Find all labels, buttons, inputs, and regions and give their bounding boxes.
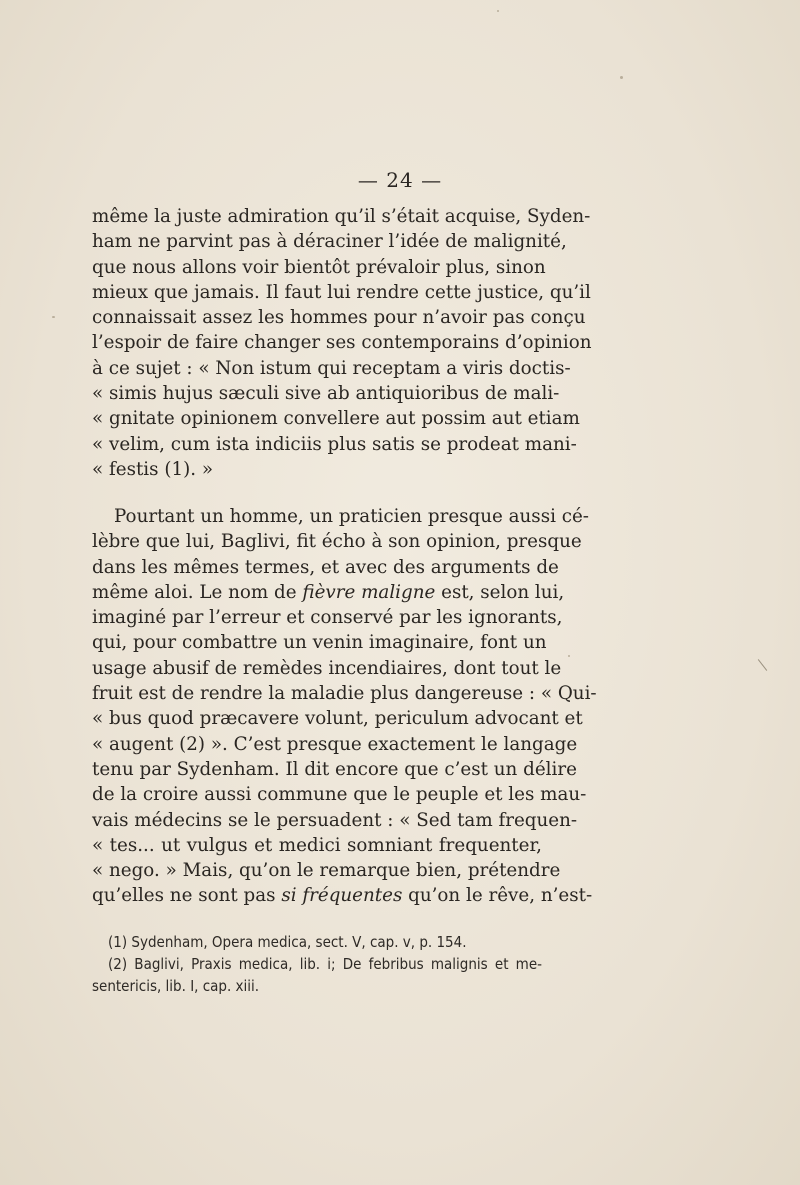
paragraph-2 bbox=[92, 504, 597, 909]
text-line: « festis (1). » bbox=[92, 458, 214, 480]
footnote-2-continuation: sentericis, lib. I, cap. xiii. bbox=[92, 977, 260, 995]
text-segment: qu’on le rêve, n’est- bbox=[402, 885, 593, 907]
text-line: « gnitate opinionem convellere aut possim aut etiam bbox=[92, 408, 580, 430]
text-line: « simis hujus sæculi sive ab antiquioribus de mali- bbox=[92, 383, 560, 405]
paper-speck bbox=[620, 76, 623, 79]
text-line: mieux que jamais. Il faut lui rendre cette justice, qu’il bbox=[92, 281, 591, 303]
text-line: l’espoir de faire changer ses contemporains d’opinion bbox=[92, 332, 592, 354]
text-line: dans les mêmes termes, et avec des arguments de bbox=[92, 556, 559, 578]
italic-term: si fréquentes bbox=[281, 885, 403, 907]
text-line: fruit est de rendre la maladie plus dangereuse : « Qui- bbox=[92, 683, 597, 705]
text-line: « augent (2) ». C’est presque exactement le langage bbox=[92, 733, 578, 755]
text-line: à ce sujet : « Non istum qui receptam a viris doctis- bbox=[92, 357, 571, 379]
text-line: « nego. » Mais, qu’on le remarque bien, prétendre bbox=[92, 860, 561, 882]
text-line: « bus quod præcavere volunt, periculum advocant et bbox=[92, 708, 583, 730]
footnote-2: (2) Baglivi, Praxis medica, lib. i; De febribus malignis et me- bbox=[108, 955, 542, 973]
footnotes bbox=[92, 931, 542, 997]
text-line: usage abusif de remèdes incendiaires, dont tout le bbox=[92, 657, 562, 679]
paragraph-1 bbox=[92, 204, 592, 482]
text-line: vais médecins se le persuadent : « Sed tam frequen- bbox=[92, 809, 578, 831]
text-line: ham ne parvint pas à déraciner l’idée de malignité, bbox=[92, 231, 567, 253]
footnote-1: (1) Sydenham, Opera medica, sect. V, cap. v, p. 154. bbox=[108, 933, 467, 951]
paper-speck bbox=[52, 316, 55, 318]
text-line: que nous allons voir bientôt prévaloir plus, sinon bbox=[92, 256, 546, 278]
text-line-with-italic bbox=[92, 580, 565, 605]
text-segment: est, selon lui, bbox=[435, 581, 565, 603]
text-line: même la juste admiration qu’il s’était acquise, Syden- bbox=[92, 206, 591, 227]
text-line: de la croire aussi commune que le peuple et les mau- bbox=[92, 784, 587, 806]
text-line: « tes... ut vulgus et medici somniant frequenter, bbox=[92, 834, 542, 856]
paper-speck bbox=[497, 10, 499, 12]
italic-term: fièvre maligne bbox=[302, 581, 436, 603]
text-line: lèbre que lui, Baglivi, fit écho à son opinion, presque bbox=[92, 531, 582, 553]
text-line: imaginé par l’erreur et conservé par les ignorants, bbox=[92, 607, 563, 629]
paper-speck bbox=[568, 655, 570, 657]
text-line: connaissait assez les hommes pour n’avoir pas conçu bbox=[92, 307, 586, 329]
text-line-with-italic bbox=[92, 883, 593, 908]
page-number: — 24 — bbox=[357, 168, 443, 192]
margin-mark bbox=[758, 659, 767, 671]
text-line: Pourtant un homme, un praticien presque aussi cé- bbox=[114, 506, 589, 527]
text-line: « velim, cum ista indiciis plus satis se prodeat mani- bbox=[92, 433, 577, 455]
text-line: qui, pour combattre un venin imaginaire, font un bbox=[92, 632, 547, 654]
text-line: tenu par Sydenham. Il dit encore que c’est un délire bbox=[92, 758, 577, 780]
text-segment: même aloi. Le nom de bbox=[92, 581, 303, 603]
text-segment: qu’elles ne sont pas bbox=[92, 885, 282, 907]
